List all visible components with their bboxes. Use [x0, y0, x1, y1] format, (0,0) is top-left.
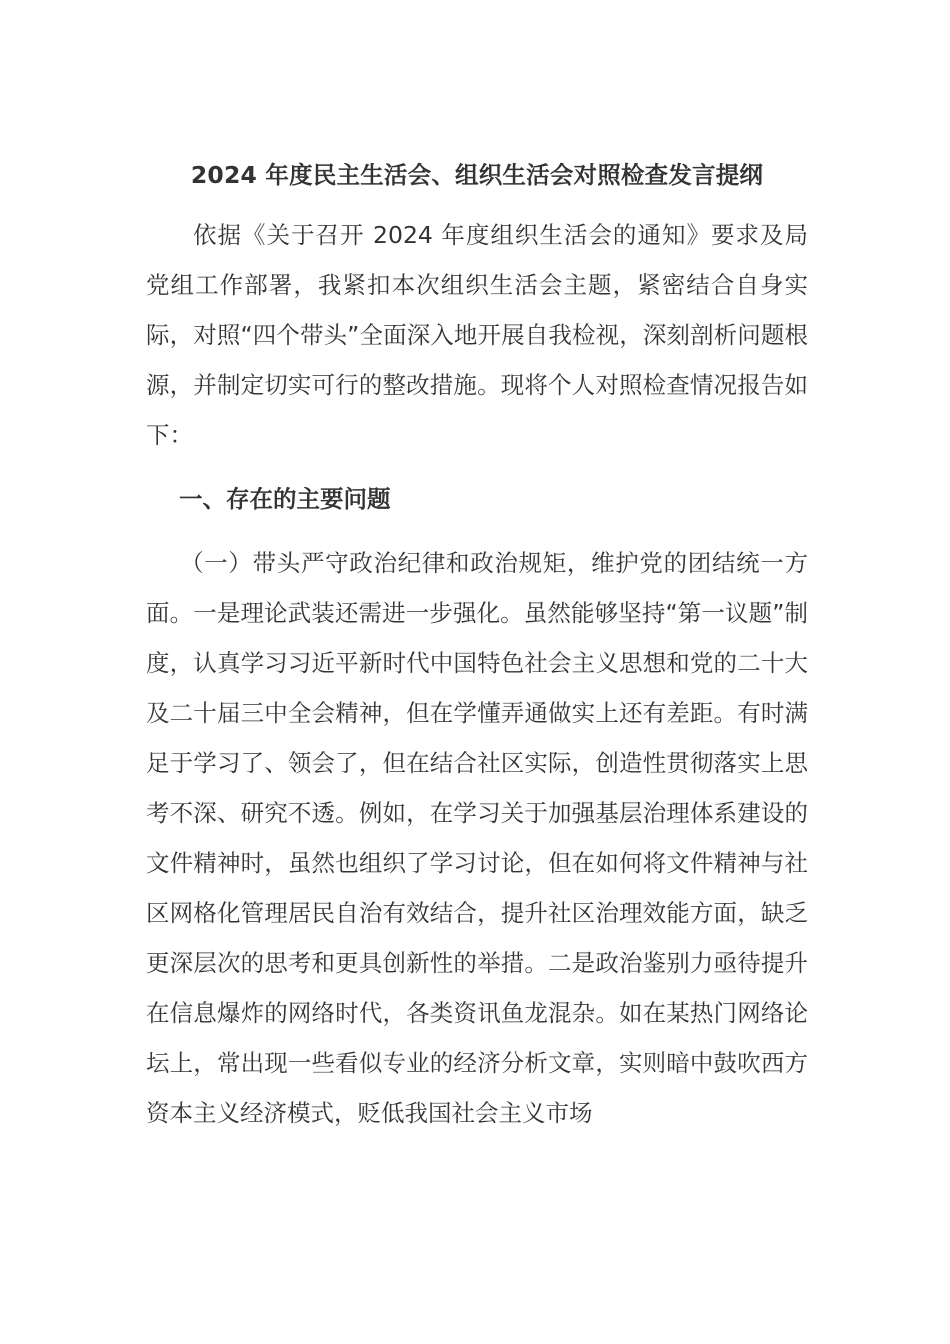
section-heading-main-problems: 一、存在的主要问题 — [179, 485, 391, 513]
document-body — [146, 150, 808, 1138]
subsection-paragraph-1: （一）带头严守政治纪律和政治规矩，维护党的团结统一方面。一是理论武装还需进一步强化。虽然能够坚持“第一议题”制度，认真学习习近平新时代中国特色社会主义思想和党的二十大及二十届三中全会精神，但在学懂弄通做实上还有差距。有时满足于学习了、领会了，但在结合社区实际，创造性贯彻落实上思考不深、研究不透。例如，在学习关于加强基层治理体系建设的文件精神时，虽然也组织了学习讨论，但在如何将文件精神与社区网格化管理居民自治有效结合，提升社区治理效能方面，缺乏更深层次的思考和更具创新性的举措。二是政治鉴别力亟待提升在信息爆炸的网络时代，各类资讯鱼龙混杂。如在某热门网络论坛上，常出现一些看似专业的经济分析文章，实则暗中鼓吹西方资本主义经济模式，贬低我国社会主义市场 — [146, 549, 808, 1127]
intro-paragraph: 依据《关于召开 2024 年度组织生活会的通知》要求及局党组工作部署，我紧扣本次组织生活会主题，紧密结合自身实际，对照“四个带头”全面深入地开展自我检视，深刻剖析问题根源，并制定切实可行的整改措施。现将个人对照检查情况报告如下： — [146, 221, 808, 449]
document-title: 2024 年度民主生活会、组织生活会对照检查发言提纲 — [190, 161, 764, 189]
